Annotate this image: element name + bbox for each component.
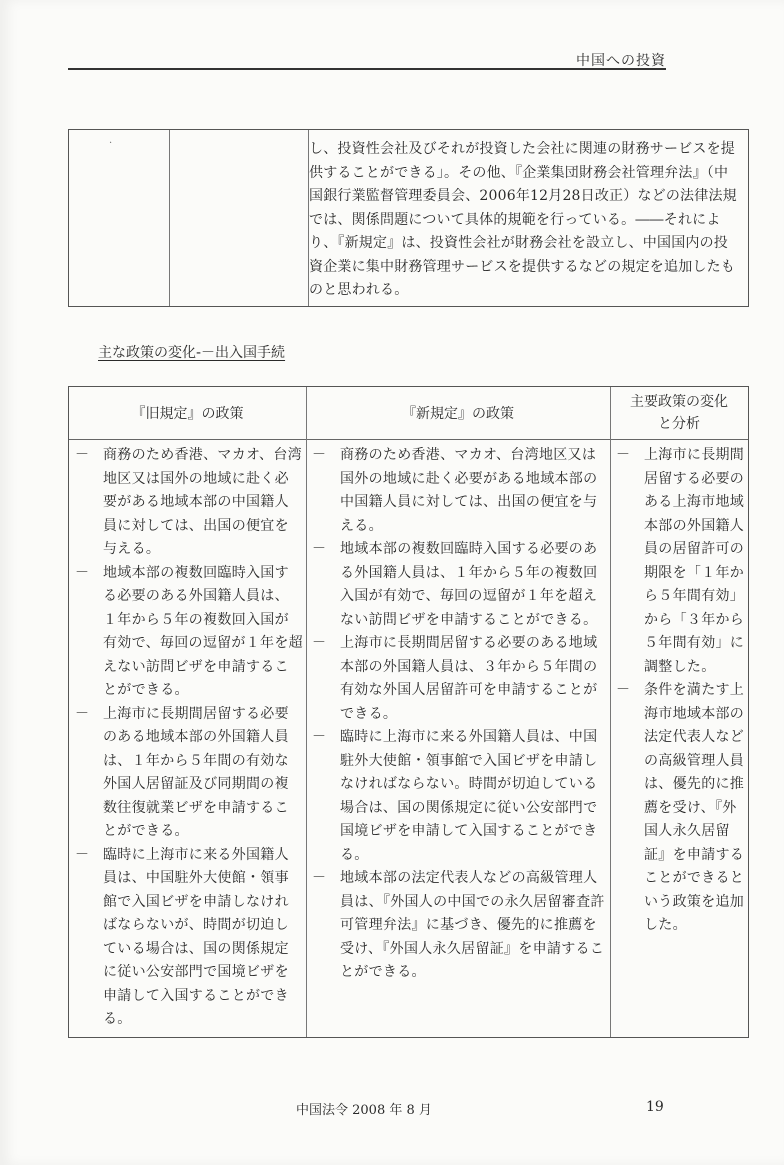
list-item-text: 地域本部の複数回臨時入国する必要のある外国籍人員は、１年から５年の複数回入国が有効で、毎回の逗留が１年を超えない訪問ビザを申請することができる。 <box>340 541 598 628</box>
list-item-text: 商務のため香港、マカオ、台湾地区又は国外の地域に赴く必要がある地域本部の中国籍人員に対しては、出国の便宜を与える。 <box>103 447 302 557</box>
new-policy-list <box>308 444 606 985</box>
list-item <box>612 679 746 938</box>
header-analysis: 主要政策の変化と分析 <box>630 394 728 432</box>
bullet-dash: － <box>312 729 327 745</box>
bullet-dash: － <box>75 705 90 722</box>
continuation-cell-2 <box>169 130 309 306</box>
list-item-text: 臨時に上海市に来る外国籍人員は、中国駐外大使館・領事館で入国ビザを申請しなければならないが、時間が切迫している場合は、国の関係規定に従い公安部門で国境ビザを申請して入国することができる。 <box>103 846 289 1027</box>
list-item <box>612 444 746 679</box>
list-item-text: 上海市に長期間居留する必要のある地域本部の外国籍人員は、１年から５年間の有効な外国人居留証及び同期間の複数往復就業ビザを申請することができる。 <box>103 705 289 839</box>
bullet-dash: － <box>616 447 631 463</box>
section-heading: 主な政策の変化-－出入国手続 <box>98 345 286 361</box>
bullet-dash: － <box>75 564 90 581</box>
continuation-text: し、投資性会社及びそれが投資した会社に関連の財務サービスを提供することができる」。その他、『企業集団財務会社管理弁法』（中国銀行業監督管理委員会、2006年12月28日改正）などの法律法規では、関係問題について具体的規範を行っている。――それにより、『新規定』は、投資性会社が財務会社を設立し、中国国内の投資企業に集中財務管理サービスを提供するなどの規定を追加したものと思われる。 <box>309 141 737 298</box>
list-item <box>308 867 606 985</box>
analysis-column <box>612 444 746 938</box>
header-rule <box>68 68 666 70</box>
bullet-dash: － <box>312 447 327 463</box>
stray-mark: · <box>109 138 113 149</box>
new-policy-column <box>308 444 606 985</box>
footer-publication: 中国法令 2008 年 8 月 <box>296 1103 432 1118</box>
list-item <box>71 844 303 1032</box>
running-header: 中国への投資 <box>576 53 666 69</box>
list-item <box>308 538 606 632</box>
list-item-text: 地域本部の法定代表人などの高級管理人員は、『外国人の中国での永久居留審査許可管理弁法』に基づき、優先的に推薦を受け、『外国人永久居留証』を申請することができる。 <box>340 870 605 980</box>
policy-table <box>68 386 749 1038</box>
bullet-dash: － <box>616 682 631 698</box>
bullet-dash: － <box>75 447 90 463</box>
column-divider <box>610 387 611 1037</box>
old-policy-column <box>71 444 303 1032</box>
list-item-text: 条件を満たす上海市地域本部の法定代表人などの高級管理人員は、優先的に推薦を受け、『外国人永久居留証』を申請することができるという政策を追加した。 <box>644 682 745 933</box>
list-item-text: 商務のため香港、マカオ、台湾地区又は国外の地域に赴く必要がある地域本部の中国籍人員に対しては、出国の便宜を与える。 <box>340 447 598 534</box>
page-number: 19 <box>646 1099 664 1115</box>
bullet-dash: － <box>312 541 327 557</box>
old-policy-list <box>71 444 303 1032</box>
continuation-cell-3 <box>309 138 739 303</box>
list-item <box>308 444 606 538</box>
list-item-text: 上海市に長期間居留する必要のある地域本部の外国籍人員は、３年から５年間の有効な外国人居留許可を申請することができる。 <box>340 635 598 722</box>
list-item <box>71 703 303 844</box>
list-item-text: 地域本部の複数回臨時入国する必要のある外国籍人員は、１年から５年の複数回入国が有効で、毎回の逗留が１年を超えない訪問ビザを申請することができる。 <box>103 564 303 698</box>
list-item-text: 上海市に長期間居留する必要のある上海市地域本部の外国籍人員の居留許可の期限を「１年から５年間有効」から「３年から５年間有効」に調整した。 <box>644 447 745 675</box>
list-item <box>71 444 303 562</box>
continuation-table <box>68 129 749 307</box>
continuation-cell-1 <box>69 130 170 306</box>
list-item <box>71 562 303 703</box>
bullet-dash: － <box>75 846 90 863</box>
header-old-policy: 『旧規定』の政策 <box>131 406 244 422</box>
column-divider <box>306 387 307 1037</box>
list-item <box>308 726 606 867</box>
list-item <box>308 632 606 726</box>
bullet-dash: － <box>312 635 327 651</box>
list-item-text: 臨時に上海市に来る外国籍人員は、中国駐外大使館・領事館で入国ビザを申請しなければならない。時間が切迫している場合は、国の関係規定に従い公安部門で国境ビザを申請して入国することができる。 <box>340 729 598 863</box>
analysis-list <box>612 444 746 938</box>
header-new-policy: 『新規定』の政策 <box>402 406 514 422</box>
bullet-dash: － <box>312 870 327 886</box>
